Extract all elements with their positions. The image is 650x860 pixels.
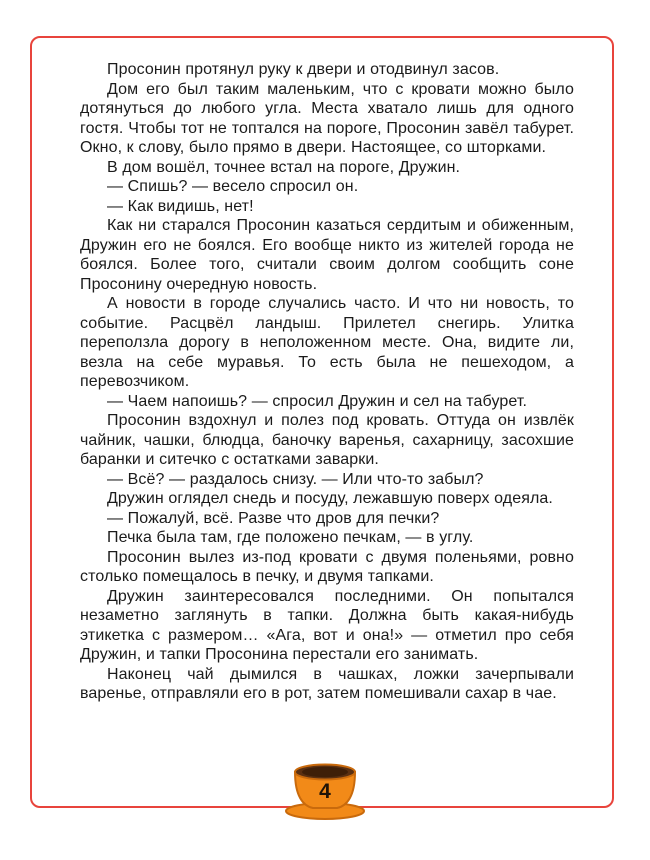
paragraph: Как ни старался Просонин казаться сердитым и обиженным, Дружин его не боялся. Его вообще никто из жителей города не боялся. Более того, считали своим долгом сообщить соне Просонину очередную новость. bbox=[80, 217, 574, 293]
paragraph: В дом вошёл, точнее встал на пороге, Дружин. bbox=[107, 158, 461, 176]
paragraph: Просонин вздохнул и полез под кровать. Оттуда он извлёк чайник, чашки, блюдца, баночку варенья, сахарницу, засохшие баранки и ситечко с остатками заварки. bbox=[80, 412, 574, 468]
page-number-cup bbox=[279, 762, 371, 820]
paragraph: Дружин заинтересовался последними. Он попытался незаметно заглянуть в тапки. Должна быть какая-нибудь этикетка с размером… «Ага, вот и она!» — отметил про себя Дружин, и тапки Просонина перестали его занимать. bbox=[80, 587, 574, 663]
paragraph: Просонин вылез из-под кровати с двумя поленьями, ровно столько помещалось в печку, и двумя тапками. bbox=[80, 548, 574, 585]
paragraph: А новости в городе случались часто. И что ни новость, то событие. Расцвёл ландыш. Прилетел снегирь. Улитка переползла дорогу в неположенном месте. Она, видите ли, везла на себе муравья. То есть была не пешеходом, а перевозчиком. bbox=[80, 295, 574, 390]
page-number: 4 bbox=[319, 780, 331, 803]
paragraph: — Всё? — раздалось снизу. — Или что-то забыл? bbox=[107, 470, 484, 488]
coffee-surface-shape bbox=[302, 767, 348, 777]
paragraph: — Как видишь, нет! bbox=[107, 197, 254, 215]
paragraph: Печка была там, где положено печкам, — в углу. bbox=[107, 529, 474, 546]
paragraph: — Чаем напоишь? — спросил Дружин и сел на табурет. bbox=[107, 392, 528, 410]
paragraph: Просонин протянул руку к двери и отодвинул засов. bbox=[107, 61, 500, 78]
paragraph: — Пожалуй, всё. Разве что дров для печки? bbox=[107, 509, 440, 527]
page-text bbox=[80, 60, 574, 704]
paragraph: Наконец чай дымился в чашках, ложки зачерпывали варенье, отправляли его в рот, затем помешивали сахар в чае. bbox=[80, 665, 574, 702]
paragraph: Дом его был таким маленьким, что с кровати можно было дотянуться до любого угла. Места хватало лишь для одного гостя. Чтобы тот не топтался на пороге, Просонин завёл табурет. Окно, к слову, было прямо в двери. Настоящее, со шторками. bbox=[80, 80, 574, 156]
paragraph: Дружин оглядел снедь и посуду, лежавшую поверх одеяла. bbox=[107, 490, 553, 507]
paragraph: — Спишь? — весело спросил он. bbox=[107, 178, 359, 195]
